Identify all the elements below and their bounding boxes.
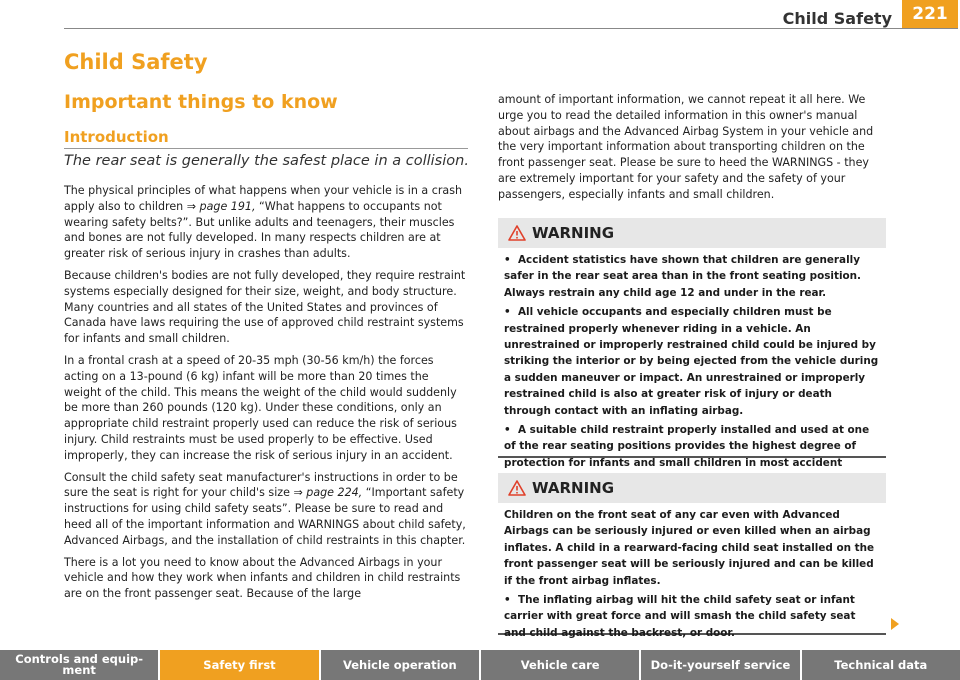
continued-arrow-icon bbox=[891, 618, 899, 630]
warning-triangle-icon bbox=[508, 480, 526, 496]
left-column bbox=[64, 183, 468, 608]
warning-item-text: All vehicle occupants and especially children must be restrained properly whenever riding in a vehicle. An unrestrained or improperly restrained child could be injured by striking the interior or by being ejected from the vehicle during a sudden maneuver or impact. An unrestrained or improperly restrained child is also at greater risk of injury or death through contact with an inflating airbag. bbox=[504, 306, 879, 417]
paragraph-4 bbox=[64, 470, 468, 549]
bullet-icon: • bbox=[504, 424, 511, 437]
paragraph-1 bbox=[64, 183, 468, 262]
warning-title: WARNING bbox=[532, 224, 615, 242]
chapter-title: Child Safety bbox=[64, 50, 208, 74]
warning-title: WARNING bbox=[532, 479, 615, 497]
subsection-title: Introduction bbox=[64, 128, 169, 146]
bullet-icon: • bbox=[504, 306, 511, 319]
warning-body bbox=[498, 248, 886, 488]
paragraph-1-text-b: “What happens to occupants not wearing safety belts?”. But unlike adults and teenagers, their muscles and bones are not fully developed. In many respects children are at greater risk of serious injury in crashes than adults. bbox=[64, 199, 455, 261]
paragraph-2: Because children's bodies are not fully developed, they require restraint systems especially designed for their size, weight, and body structure. Many countries and all states of the United States and provinces of Canada have laws requiring the use of approved child restraint systems for infants and small children. bbox=[64, 268, 466, 346]
paragraph-4-text-b: “Important safety instructions for using child safety seats”. Please be sure to read and heed all of the important information and WARNINGS about child safety, Advanced Airbags, and the installation of child restraints in this chapter. bbox=[64, 486, 466, 547]
bullet-icon: • bbox=[504, 254, 511, 266]
page-reference-link[interactable]: ⇒ page 191, bbox=[186, 199, 256, 213]
paragraph-1-text-a: The physical principles of what happens when your vehicle is in a crash apply also to children bbox=[64, 184, 463, 213]
warning-triangle-icon bbox=[508, 225, 526, 241]
header-rule bbox=[64, 28, 958, 29]
subsection-rule bbox=[64, 148, 468, 149]
paragraph-4-text-a: Consult the child safety seat manufacturer's instructions in order to be sure the seat is right for your child's size bbox=[64, 470, 458, 500]
running-header-title: Child Safety bbox=[782, 9, 892, 28]
warning-item-text: The inflating airbag will hit the child safety seat or infant carrier with great force and will smash the child safety seat and child against the backrest, or door. bbox=[504, 594, 856, 639]
warning-item-text: A suitable child restraint properly installed and used at one of the rear seating positions provides the highest degree of protection for infants and small children in most accident bbox=[504, 424, 870, 469]
footer-nav bbox=[0, 650, 960, 680]
footer-tab-vehicle-care[interactable]: Vehicle care bbox=[481, 650, 639, 680]
warning-item bbox=[504, 592, 880, 641]
section-title: Important things to know bbox=[64, 91, 338, 113]
warning-header bbox=[498, 473, 886, 503]
paragraph-3: In a frontal crash at a speed of 20-35 mph (30-56 km/h) the forces acting on a 13-pound (6 kg) infant will be more than 20 times the weight of the child. This means the weight of the child would suddenly be more than 260 pounds (120 kg). Under these conditions, only an appropriate child restraint properly used can reduce the risk of serious injury. Child restraints must be used properly to be effective. Used improperly, they can increase the risk of serious injury in an accident. bbox=[64, 353, 457, 462]
warning-item bbox=[504, 304, 880, 419]
warning-intro: Children on the front seat of any car even with Advanced Airbags can be seriously injured or even killed when an airbag inflates. A child in a rearward-facing child seat installed on the front passenger seat will be seriously injured and can be killed if the front airbag inflates. bbox=[504, 509, 875, 587]
lead-sentence: The rear seat is generally the safest place in a collision. bbox=[64, 153, 469, 169]
footer-tab-safety-first[interactable]: Safety first bbox=[160, 650, 318, 680]
footer-tab-technical-data[interactable]: Technical data bbox=[802, 650, 960, 680]
bullet-icon: • bbox=[504, 594, 511, 607]
warning-header bbox=[498, 218, 886, 248]
footer-tab-controls[interactable]: Controls and equip- ment bbox=[0, 650, 158, 680]
footer-tab-vehicle-operation[interactable]: Vehicle operation bbox=[321, 650, 479, 680]
warning-item bbox=[504, 252, 880, 301]
right-column bbox=[498, 92, 888, 209]
footer-tab-diy-service[interactable]: Do-it-yourself service bbox=[641, 650, 799, 680]
warning-item-text: Accident statistics have shown that children are generally safer in the rear seat area than in the front seating position. Always restrain any child age 12 and under in the rear. bbox=[504, 254, 861, 299]
paragraph-5: There is a lot you need to know about the Advanced Airbags in your vehicle and how they work when infants and children in child restraints are on the front passenger seat. Because of the large bbox=[64, 555, 461, 601]
warning-box-2 bbox=[498, 473, 886, 639]
warning-box-1 bbox=[498, 218, 886, 469]
paragraph-continued: amount of important information, we cannot repeat it all here. We urge you to read the detailed information in this owner's manual about airbags and the Advanced Airbag System in your vehicle and the very important information about transporting children on the front passenger seat. Please be sure to heed the WARNINGS - they are extremely important for your safety and the safety of your passengers, especially infants and small children. bbox=[498, 93, 874, 201]
page-number: 221 bbox=[902, 0, 958, 28]
warning-body bbox=[498, 503, 886, 641]
page-reference-link[interactable]: ⇒ page 224, bbox=[293, 486, 363, 500]
